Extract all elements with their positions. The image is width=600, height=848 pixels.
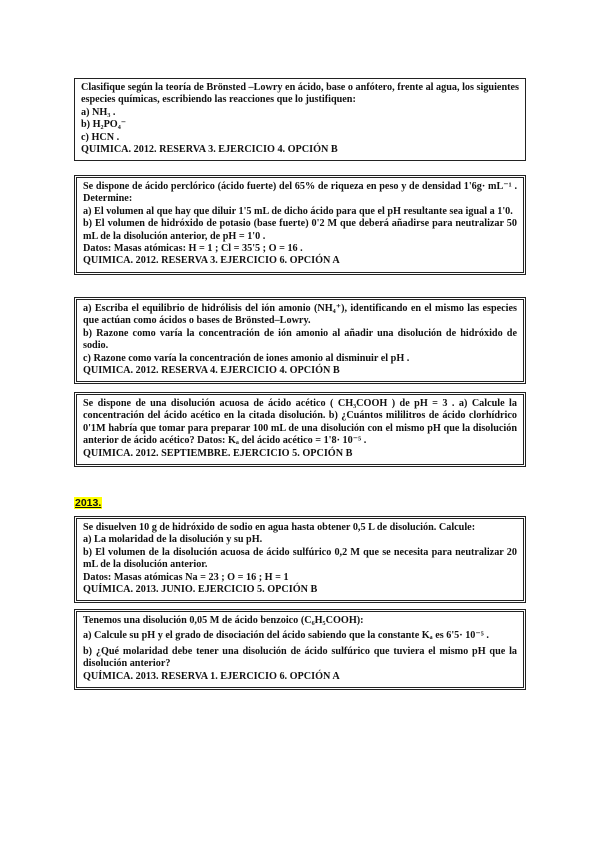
exercise-item: b) El volumen de la disolución acuosa de ácido sulfúrico 0,2 M que se necesita para neutralizar 20 mL de la disolución anterior.	[83, 546, 517, 571]
exercise-reference: QUIMICA. 2012. RESERVA 3. EJERCICIO 6. OPCIÓN A	[83, 255, 340, 267]
exercise-box-6	[74, 609, 526, 690]
exercise-text: Clasifique según la teoría de Brönsted –Lowry en ácido, base o anfótero, frente al agua, los siguientes especies químicas, escribiendo las reacciones que lo justifiquen:	[81, 82, 519, 106]
exercise-item: c) HCN .	[81, 131, 120, 143]
exercise-item: c) Razone como varía la concentración de iones amonio al disminuir el pH .	[83, 352, 410, 364]
exercise-item: b) H₂PO₄⁻	[81, 119, 127, 131]
exercise-item: a) Calcule su pH y el grado de disociación del ácido sabiendo que la constante Kₐ es 6'5· 10⁻⁵ .	[83, 630, 489, 642]
exercise-text: Tenemos una disolución 0,05 M de ácido benzoico (C₆H₅COOH):	[83, 615, 364, 626]
exercise-box-2	[74, 175, 526, 275]
exercise-box-4	[74, 392, 526, 467]
exercise-text: a) Escriba el equilibrio de hidrólisis del ión amonio (NH₄⁺), identificando en el mismo las especies que actúan como ácidos o bases de Brönsted–Lowry.	[83, 303, 517, 327]
exercise-item: b) El volumen de hidróxido de potasio (base fuerte) 0'2 M que deberá añadirse para neutralizar 50 mL de la disolución anterior, de pH = 1'0 .	[83, 218, 517, 242]
exercise-reference: QUIMICA. 2012. SEPTIEMBRE. EJERCICIO 5. OPCIÓN B	[83, 447, 353, 459]
exercise-text: Se dispone de una disolución acuosa de ácido acético ( CH₃COOH ) de pH = 3 . a) Calcule la concentración del ácido acético en la citada disolución. b) ¿Cuántos mililitros de ácido clorhídrico 0'1M habría que tomar para preparar 100 mL de una disolución con el mismo pH que la disolución anterior de ácido acético? Datos: Kₐ del ácido acético = 1'8· 10⁻⁵ .	[83, 398, 517, 447]
exercise-text: Se disuelven 10 g de hidróxido de sodio en agua hasta obtener 0,5 L de disolución. Calcule:	[83, 522, 476, 533]
year-heading: 2013.	[75, 497, 102, 509]
exercise-box-3	[74, 297, 526, 384]
exercise-item: a) El volumen al que hay que diluir 1'5 mL de dicho ácido para que el pH resultante sea igual a 1'0.	[83, 205, 513, 217]
exercise-item: a) La molaridad de la disolución y su pH.	[83, 534, 263, 546]
exercise-reference: QUÍMICA. 2013. JUNIO. EJERCICIO 5. OPCIÓN B	[83, 584, 318, 596]
exercise-box-5	[74, 516, 526, 603]
exercise-data: Datos: Masas atómicas: H = 1 ; Cl = 35'5 ; O = 16 .	[83, 243, 303, 255]
exercise-box-1	[74, 78, 526, 161]
exercise-reference: QUÍMICA. 2013. RESERVA 1. EJERCICIO 6. OPCIÓN A	[83, 670, 340, 682]
exercise-text: Se dispone de ácido perclórico (ácido fuerte) del 65% de riqueza en peso y de densidad 1'6g· mL⁻¹ . Determine:	[83, 181, 517, 205]
exercise-reference: QUIMICA. 2012. RESERVA 4. EJERCICIO 4. OPCIÓN B	[83, 365, 340, 377]
exercise-item: b) Razone como varía la concentración de ión amonio al añadir una disolución de hidróxido de sodio.	[83, 327, 517, 352]
exercise-reference: QUIMICA. 2012. RESERVA 3. EJERCICIO 4. OPCIÓN B	[81, 144, 338, 156]
exercise-item: b) ¿Qué molaridad debe tener una disolución de ácido sulfúrico que tuviera el mismo pH que la disolución anterior?	[83, 645, 517, 670]
exercise-item: a) NH₃ .	[81, 106, 116, 118]
exercise-data: Datos: Masas atómicas Na = 23 ; O = 16 ; H = 1	[83, 571, 289, 583]
